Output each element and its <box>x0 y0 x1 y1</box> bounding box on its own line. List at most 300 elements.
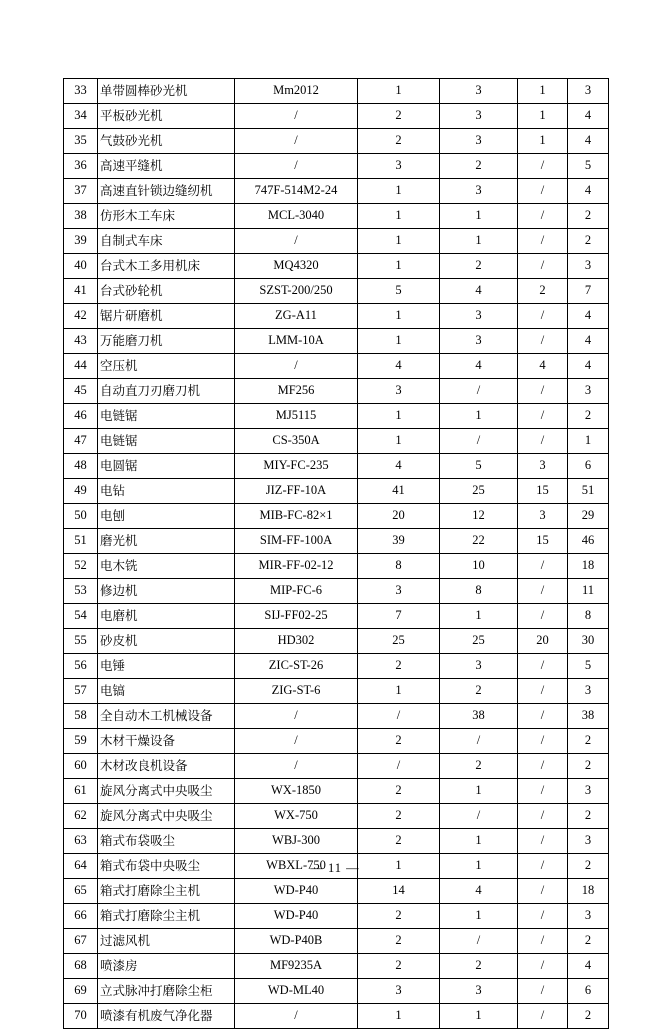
equipment-model: / <box>235 354 358 379</box>
quantity-total: 2 <box>568 229 609 254</box>
equipment-model: MF256 <box>235 379 358 404</box>
quantity-total: 2 <box>568 754 609 779</box>
equipment-model: / <box>235 704 358 729</box>
equipment-model: MIY-FC-235 <box>235 454 358 479</box>
quantity-col-1: 3 <box>358 579 440 604</box>
quantity-col-1: 1 <box>358 404 440 429</box>
equipment-name: 修边机 <box>98 579 235 604</box>
quantity-col-1: 2 <box>358 929 440 954</box>
quantity-col-3: / <box>518 604 568 629</box>
equipment-model: MJ5115 <box>235 404 358 429</box>
table-row <box>64 229 609 254</box>
equipment-name: 高速直针锁边缝纫机 <box>98 179 235 204</box>
quantity-total: 11 <box>568 579 609 604</box>
quantity-total: 6 <box>568 979 609 1004</box>
quantity-total: 4 <box>568 104 609 129</box>
equipment-name: 高速平缝机 <box>98 154 235 179</box>
quantity-total: 5 <box>568 654 609 679</box>
quantity-col-2: 1 <box>440 854 518 879</box>
quantity-col-2: 3 <box>440 179 518 204</box>
equipment-name: 箱式布袋吸尘 <box>98 829 235 854</box>
equipment-name: 电圆锯 <box>98 454 235 479</box>
table-row <box>64 79 609 104</box>
quantity-col-3: / <box>518 979 568 1004</box>
quantity-col-2: 3 <box>440 104 518 129</box>
equipment-model: MQ4320 <box>235 254 358 279</box>
table-row <box>64 254 609 279</box>
quantity-col-2: 1 <box>440 604 518 629</box>
quantity-col-1: 20 <box>358 504 440 529</box>
equipment-name: 喷漆房 <box>98 954 235 979</box>
equipment-model: WD-P40 <box>235 904 358 929</box>
equipment-model: / <box>235 754 358 779</box>
quantity-col-2: / <box>440 929 518 954</box>
quantity-total: 2 <box>568 804 609 829</box>
quantity-col-2: 1 <box>440 904 518 929</box>
quantity-col-3: / <box>518 404 568 429</box>
quantity-total: 4 <box>568 354 609 379</box>
quantity-col-2: 22 <box>440 529 518 554</box>
quantity-col-2: 2 <box>440 954 518 979</box>
row-index: 42 <box>64 304 98 329</box>
row-index: 55 <box>64 629 98 654</box>
table-row <box>64 504 609 529</box>
table-row <box>64 429 609 454</box>
quantity-col-1: 39 <box>358 529 440 554</box>
equipment-table <box>63 78 609 1029</box>
equipment-model: HD302 <box>235 629 358 654</box>
quantity-col-3: / <box>518 229 568 254</box>
equipment-model: MCL-3040 <box>235 204 358 229</box>
quantity-total: 3 <box>568 379 609 404</box>
quantity-col-3: / <box>518 679 568 704</box>
quantity-col-1: 4 <box>358 354 440 379</box>
quantity-total: 6 <box>568 454 609 479</box>
quantity-col-3: 1 <box>518 79 568 104</box>
table-row <box>64 129 609 154</box>
quantity-col-3: / <box>518 804 568 829</box>
quantity-total: 2 <box>568 854 609 879</box>
row-index: 46 <box>64 404 98 429</box>
quantity-col-1: 2 <box>358 129 440 154</box>
equipment-name: 全自动木工机械设备 <box>98 704 235 729</box>
equipment-model: 747F-514M2-24 <box>235 179 358 204</box>
equipment-name: 旋风分离式中央吸尘 <box>98 804 235 829</box>
equipment-model: / <box>235 154 358 179</box>
quantity-col-3: / <box>518 179 568 204</box>
quantity-col-2: 3 <box>440 654 518 679</box>
quantity-col-1: 2 <box>358 104 440 129</box>
equipment-name: 自制式车床 <box>98 229 235 254</box>
quantity-col-2: 2 <box>440 754 518 779</box>
table-row <box>64 479 609 504</box>
quantity-col-2: 2 <box>440 679 518 704</box>
equipment-name: 箱式打磨除尘主机 <box>98 879 235 904</box>
quantity-col-1: 1 <box>358 229 440 254</box>
equipment-model: JIZ-FF-10A <box>235 479 358 504</box>
quantity-total: 2 <box>568 404 609 429</box>
row-index: 64 <box>64 854 98 879</box>
row-index: 69 <box>64 979 98 1004</box>
table-row <box>64 904 609 929</box>
equipment-name: 锯片研磨机 <box>98 304 235 329</box>
quantity-col-1: 1 <box>358 1004 440 1029</box>
quantity-col-2: 4 <box>440 279 518 304</box>
equipment-name: 砂皮机 <box>98 629 235 654</box>
quantity-total: 2 <box>568 729 609 754</box>
equipment-name: 木材改良机设备 <box>98 754 235 779</box>
quantity-col-3: / <box>518 329 568 354</box>
row-index: 47 <box>64 429 98 454</box>
quantity-col-2: 10 <box>440 554 518 579</box>
table-row <box>64 554 609 579</box>
quantity-col-2: / <box>440 379 518 404</box>
quantity-col-2: 2 <box>440 154 518 179</box>
quantity-col-3: / <box>518 304 568 329</box>
table-row <box>64 204 609 229</box>
equipment-model: MIR-FF-02-12 <box>235 554 358 579</box>
row-index: 67 <box>64 929 98 954</box>
row-index: 52 <box>64 554 98 579</box>
quantity-col-2: 8 <box>440 579 518 604</box>
quantity-col-2: 3 <box>440 304 518 329</box>
table-row <box>64 954 609 979</box>
equipment-model: WBXL-750 <box>235 854 358 879</box>
table-row <box>64 454 609 479</box>
row-index: 34 <box>64 104 98 129</box>
quantity-col-2: 3 <box>440 129 518 154</box>
quantity-total: 3 <box>568 779 609 804</box>
row-index: 33 <box>64 79 98 104</box>
table-row <box>64 104 609 129</box>
quantity-col-3: / <box>518 654 568 679</box>
quantity-col-1: 1 <box>358 854 440 879</box>
quantity-col-3: / <box>518 954 568 979</box>
row-index: 40 <box>64 254 98 279</box>
quantity-col-3: / <box>518 1004 568 1029</box>
quantity-col-2: 25 <box>440 629 518 654</box>
quantity-total: 18 <box>568 879 609 904</box>
quantity-col-1: 8 <box>358 554 440 579</box>
table-row <box>64 154 609 179</box>
table-row <box>64 704 609 729</box>
quantity-col-2: 4 <box>440 879 518 904</box>
table-row <box>64 729 609 754</box>
row-index: 51 <box>64 529 98 554</box>
equipment-model: SIJ-FF02-25 <box>235 604 358 629</box>
equipment-model: / <box>235 104 358 129</box>
equipment-name: 电链锯 <box>98 429 235 454</box>
quantity-col-1: 2 <box>358 829 440 854</box>
quantity-col-3: 20 <box>518 629 568 654</box>
equipment-name: 旋风分离式中央吸尘 <box>98 779 235 804</box>
quantity-col-1: 2 <box>358 954 440 979</box>
quantity-col-2: 3 <box>440 329 518 354</box>
quantity-col-1: 3 <box>358 154 440 179</box>
quantity-total: 4 <box>568 954 609 979</box>
equipment-model: / <box>235 229 358 254</box>
row-index: 63 <box>64 829 98 854</box>
quantity-col-3: / <box>518 754 568 779</box>
equipment-name: 电木铣 <box>98 554 235 579</box>
quantity-col-2: 1 <box>440 404 518 429</box>
equipment-name: 自动直刀刃磨刀机 <box>98 379 235 404</box>
quantity-total: 4 <box>568 179 609 204</box>
quantity-col-1: 41 <box>358 479 440 504</box>
table-row <box>64 629 609 654</box>
quantity-col-2: 2 <box>440 254 518 279</box>
quantity-total: 51 <box>568 479 609 504</box>
quantity-col-1: 1 <box>358 79 440 104</box>
quantity-col-3: / <box>518 254 568 279</box>
equipment-name: 台式木工多用机床 <box>98 254 235 279</box>
equipment-model: WX-1850 <box>235 779 358 804</box>
quantity-col-2: 1 <box>440 229 518 254</box>
quantity-col-1: 14 <box>358 879 440 904</box>
equipment-name: 立式脉冲打磨除尘柜 <box>98 979 235 1004</box>
row-index: 54 <box>64 604 98 629</box>
row-index: 60 <box>64 754 98 779</box>
table-row <box>64 604 609 629</box>
quantity-total: 29 <box>568 504 609 529</box>
equipment-model: SIM-FF-100A <box>235 529 358 554</box>
table-row <box>64 379 609 404</box>
quantity-col-3: / <box>518 879 568 904</box>
quantity-total: 4 <box>568 329 609 354</box>
equipment-name: 电钻 <box>98 479 235 504</box>
equipment-name: 仿形木工车床 <box>98 204 235 229</box>
quantity-total: 5 <box>568 154 609 179</box>
quantity-col-2: 1 <box>440 1004 518 1029</box>
row-index: 56 <box>64 654 98 679</box>
quantity-col-1: 2 <box>358 779 440 804</box>
quantity-col-3: / <box>518 854 568 879</box>
quantity-col-1: 2 <box>358 729 440 754</box>
equipment-model: WD-P40B <box>235 929 358 954</box>
table-row <box>64 929 609 954</box>
quantity-col-1: 3 <box>358 979 440 1004</box>
quantity-col-3: / <box>518 704 568 729</box>
quantity-col-2: 12 <box>440 504 518 529</box>
row-index: 41 <box>64 279 98 304</box>
quantity-col-3: / <box>518 779 568 804</box>
quantity-col-3: / <box>518 829 568 854</box>
table-row <box>64 879 609 904</box>
quantity-total: 3 <box>568 254 609 279</box>
row-index: 65 <box>64 879 98 904</box>
quantity-total: 2 <box>568 1004 609 1029</box>
row-index: 57 <box>64 679 98 704</box>
table-row <box>64 754 609 779</box>
quantity-total: 8 <box>568 604 609 629</box>
table-row <box>64 1004 609 1029</box>
row-index: 35 <box>64 129 98 154</box>
quantity-total: 2 <box>568 204 609 229</box>
equipment-model: / <box>235 729 358 754</box>
equipment-name: 喷漆有机废气净化器 <box>98 1004 235 1029</box>
row-index: 44 <box>64 354 98 379</box>
quantity-col-3: / <box>518 554 568 579</box>
row-index: 62 <box>64 804 98 829</box>
quantity-total: 30 <box>568 629 609 654</box>
quantity-col-2: 1 <box>440 204 518 229</box>
equipment-name: 箱式布袋中央吸尘 <box>98 854 235 879</box>
row-index: 53 <box>64 579 98 604</box>
quantity-col-3: 3 <box>518 504 568 529</box>
equipment-model: ZIC-ST-26 <box>235 654 358 679</box>
quantity-col-1: 3 <box>358 379 440 404</box>
quantity-col-1: / <box>358 754 440 779</box>
quantity-total: 4 <box>568 304 609 329</box>
equipment-name: 平板砂光机 <box>98 104 235 129</box>
quantity-col-1: 1 <box>358 329 440 354</box>
equipment-name: 单带圆棒砂光机 <box>98 79 235 104</box>
row-index: 37 <box>64 179 98 204</box>
equipment-name: 电磨机 <box>98 604 235 629</box>
row-index: 66 <box>64 904 98 929</box>
quantity-col-1: 2 <box>358 904 440 929</box>
quantity-col-2: 1 <box>440 779 518 804</box>
quantity-col-3: 15 <box>518 479 568 504</box>
quantity-total: 2 <box>568 929 609 954</box>
equipment-name: 电刨 <box>98 504 235 529</box>
equipment-name: 木材干燥设备 <box>98 729 235 754</box>
quantity-col-3: 15 <box>518 529 568 554</box>
table-row <box>64 979 609 1004</box>
quantity-total: 3 <box>568 679 609 704</box>
table-row <box>64 354 609 379</box>
row-index: 50 <box>64 504 98 529</box>
quantity-col-1: 1 <box>358 679 440 704</box>
equipment-name: 过滤风机 <box>98 929 235 954</box>
quantity-col-2: 4 <box>440 354 518 379</box>
quantity-total: 3 <box>568 79 609 104</box>
equipment-name: 万能磨刀机 <box>98 329 235 354</box>
quantity-total: 1 <box>568 429 609 454</box>
quantity-col-1: 1 <box>358 204 440 229</box>
quantity-col-3: / <box>518 429 568 454</box>
table-row <box>64 529 609 554</box>
page-number-footer: — 11 — <box>310 861 360 875</box>
equipment-model: Mm2012 <box>235 79 358 104</box>
equipment-model: WD-P40 <box>235 879 358 904</box>
equipment-name: 电锤 <box>98 654 235 679</box>
quantity-col-2: 3 <box>440 979 518 1004</box>
table-row <box>64 329 609 354</box>
equipment-model: WX-750 <box>235 804 358 829</box>
table-row <box>64 804 609 829</box>
quantity-col-3: 1 <box>518 129 568 154</box>
equipment-model: SZST-200/250 <box>235 279 358 304</box>
quantity-total: 3 <box>568 904 609 929</box>
quantity-col-1: 2 <box>358 804 440 829</box>
quantity-col-2: / <box>440 804 518 829</box>
equipment-model: / <box>235 129 358 154</box>
quantity-col-1: 5 <box>358 279 440 304</box>
equipment-name: 电链锯 <box>98 404 235 429</box>
table-row <box>64 279 609 304</box>
equipment-table-container <box>63 78 608 1029</box>
quantity-col-3: / <box>518 729 568 754</box>
equipment-model: MIP-FC-6 <box>235 579 358 604</box>
row-index: 68 <box>64 954 98 979</box>
quantity-col-3: 3 <box>518 454 568 479</box>
quantity-col-1: 4 <box>358 454 440 479</box>
quantity-total: 7 <box>568 279 609 304</box>
equipment-name: 电镐 <box>98 679 235 704</box>
quantity-total: 4 <box>568 129 609 154</box>
row-index: 38 <box>64 204 98 229</box>
equipment-model: MIB-FC-82×1 <box>235 504 358 529</box>
row-index: 48 <box>64 454 98 479</box>
row-index: 39 <box>64 229 98 254</box>
equipment-model: WBJ-300 <box>235 829 358 854</box>
quantity-col-3: 2 <box>518 279 568 304</box>
table-row <box>64 304 609 329</box>
equipment-model: WD-ML40 <box>235 979 358 1004</box>
row-index: 43 <box>64 329 98 354</box>
equipment-model: MF9235A <box>235 954 358 979</box>
table-row <box>64 179 609 204</box>
row-index: 36 <box>64 154 98 179</box>
equipment-name: 箱式打磨除尘主机 <box>98 904 235 929</box>
equipment-model: LMM-10A <box>235 329 358 354</box>
row-index: 61 <box>64 779 98 804</box>
quantity-col-3: 1 <box>518 104 568 129</box>
row-index: 45 <box>64 379 98 404</box>
quantity-col-1: 2 <box>358 654 440 679</box>
quantity-col-3: / <box>518 579 568 604</box>
table-row <box>64 679 609 704</box>
row-index: 49 <box>64 479 98 504</box>
equipment-name: 磨光机 <box>98 529 235 554</box>
quantity-col-2: 3 <box>440 79 518 104</box>
table-row <box>64 404 609 429</box>
quantity-col-2: / <box>440 429 518 454</box>
quantity-col-2: 5 <box>440 454 518 479</box>
quantity-total: 18 <box>568 554 609 579</box>
quantity-col-3: / <box>518 204 568 229</box>
quantity-total: 46 <box>568 529 609 554</box>
equipment-name: 气鼓砂光机 <box>98 129 235 154</box>
table-body <box>64 79 609 1029</box>
row-index: 59 <box>64 729 98 754</box>
row-index: 58 <box>64 704 98 729</box>
quantity-total: 3 <box>568 829 609 854</box>
quantity-col-1: 7 <box>358 604 440 629</box>
equipment-model: ZG-A11 <box>235 304 358 329</box>
quantity-col-2: 38 <box>440 704 518 729</box>
quantity-col-1: 1 <box>358 429 440 454</box>
quantity-col-2: 1 <box>440 829 518 854</box>
quantity-col-3: / <box>518 929 568 954</box>
quantity-col-1: 25 <box>358 629 440 654</box>
quantity-col-3: / <box>518 379 568 404</box>
table-row <box>64 779 609 804</box>
quantity-col-1: 1 <box>358 304 440 329</box>
table-row <box>64 654 609 679</box>
quantity-col-3: 4 <box>518 354 568 379</box>
quantity-col-2: 25 <box>440 479 518 504</box>
row-index: 70 <box>64 1004 98 1029</box>
equipment-model: / <box>235 1004 358 1029</box>
equipment-model: ZIG-ST-6 <box>235 679 358 704</box>
table-row <box>64 829 609 854</box>
quantity-col-3: / <box>518 154 568 179</box>
quantity-col-2: / <box>440 729 518 754</box>
quantity-col-1: 1 <box>358 254 440 279</box>
quantity-col-3: / <box>518 904 568 929</box>
